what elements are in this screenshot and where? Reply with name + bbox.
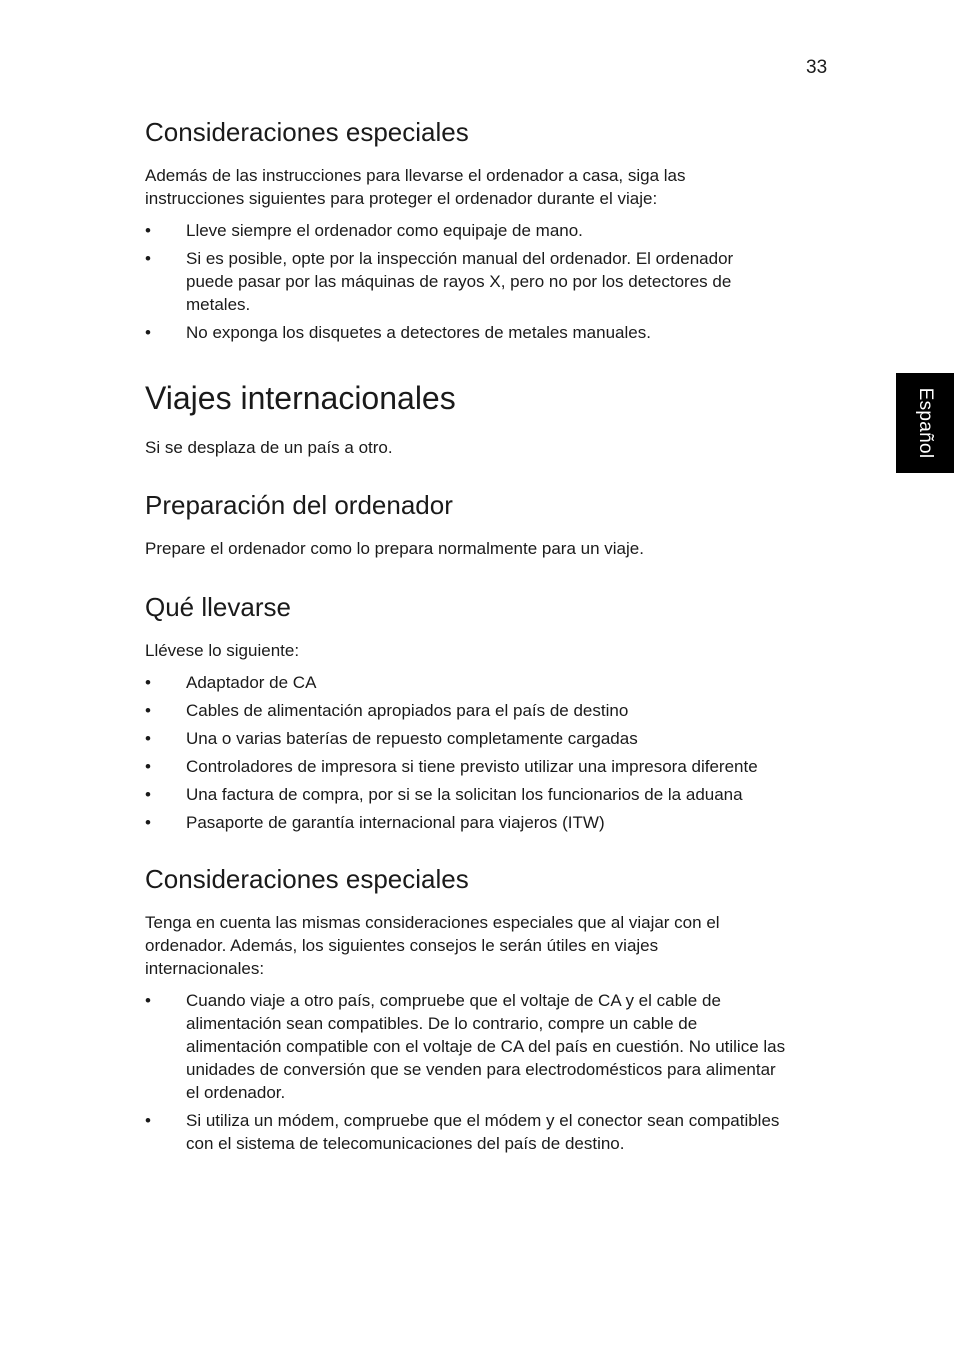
list-item-text: Controladores de impresora si tiene previsto utilizar una impresora diferente <box>186 757 758 776</box>
list-item <box>145 699 835 722</box>
list-item-text: Si es posible, opte por la inspección manual del ordenador. El ordenador <box>186 249 734 268</box>
bullet-icon: • <box>145 1111 151 1130</box>
intro-line: ordenador. Además, los siguientes consejos le serán útiles en viajes <box>145 936 659 955</box>
list-item <box>145 755 835 778</box>
computer-preparation-intro: Prepare el ordenador como lo prepara normalmente para un viaje. <box>145 539 644 558</box>
language-tab-label: Español <box>915 387 936 459</box>
bullet-icon: • <box>145 701 151 720</box>
bullet-icon: • <box>145 729 151 748</box>
intro-line: Tenga en cuenta las mismas consideraciones especiales que al viajar con el <box>145 913 720 932</box>
list-item <box>145 811 835 834</box>
list-item-text: con el sistema de telecomunicaciones del país de destino. <box>186 1134 625 1153</box>
special-considerations-international-list <box>145 989 835 1160</box>
special-considerations-list <box>145 219 835 349</box>
page-number: 33 <box>806 57 828 78</box>
bullet-icon: • <box>145 991 151 1010</box>
list-item <box>145 727 835 750</box>
list-item-text: alimentación sean compatibles. De lo contrario, compre un cable de <box>186 1014 698 1033</box>
list-item-text: Cables de alimentación apropiados para el país de destino <box>186 701 629 720</box>
special-considerations-intro <box>145 164 825 210</box>
list-item <box>145 783 835 806</box>
bullet-icon: • <box>145 673 151 692</box>
section-heading-computer-preparation: Preparación del ordenador <box>145 490 453 520</box>
list-item-text: Pasaporte de garantía internacional para viajeros (ITW) <box>186 813 605 832</box>
list-item <box>145 671 835 694</box>
list-item-text: Cuando viaje a otro país, compruebe que el voltaje de CA y el cable de <box>186 991 721 1010</box>
list-item-text: No exponga los disquetes a detectores de metales manuales. <box>186 323 651 342</box>
what-to-bring-intro: Llévese lo siguiente: <box>145 641 300 660</box>
list-item-text: alimentación compatible con el voltaje de CA del país en cuestión. No utilice las <box>186 1037 786 1056</box>
bullet-icon: • <box>145 249 151 268</box>
section-heading-special-considerations-international: Consideraciones especiales <box>145 864 469 894</box>
intro-line: internacionales: <box>145 959 265 978</box>
section-heading-international-travel: Viajes internacionales <box>145 380 456 416</box>
list-item-text: Lleve siempre el ordenador como equipaje de mano. <box>186 221 583 240</box>
list-item-text: puede pasar por las máquinas de rayos X, pero no por los detectores de <box>186 272 732 291</box>
list-item-text: metales. <box>186 295 251 314</box>
international-travel-intro: Si se desplaza de un país a otro. <box>145 438 393 457</box>
intro-line: Además de las instrucciones para llevarse el ordenador a casa, siga las <box>145 166 686 185</box>
language-tab <box>896 373 954 473</box>
section-heading-what-to-bring: Qué llevarse <box>145 592 291 622</box>
list-item-text: Una o varias baterías de repuesto completamente cargadas <box>186 729 638 748</box>
bullet-icon: • <box>145 757 151 776</box>
list-item-text: unidades de conversión que se venden para electrodomésticos para alimentar <box>186 1060 776 1079</box>
list-item <box>145 219 835 242</box>
list-item-text: el ordenador. <box>186 1083 286 1102</box>
bullet-icon: • <box>145 813 151 832</box>
what-to-bring-list <box>145 671 835 839</box>
list-item-text: Si utiliza un módem, compruebe que el módem y el conector sean compatibles <box>186 1111 780 1130</box>
list-item <box>145 1109 835 1155</box>
bullet-icon: • <box>145 221 151 240</box>
intro-line: instrucciones siguientes para proteger el ordenador durante el viaje: <box>145 189 658 208</box>
section-heading-special-considerations: Consideraciones especiales <box>145 117 469 147</box>
list-item-text: Adaptador de CA <box>186 673 317 692</box>
bullet-icon: • <box>145 323 151 342</box>
list-item <box>145 321 835 344</box>
bullet-icon: • <box>145 785 151 804</box>
list-item <box>145 247 835 316</box>
special-considerations-international-intro <box>145 911 825 980</box>
list-item <box>145 989 835 1104</box>
list-item-text: Una factura de compra, por si se la solicitan los funcionarios de la aduana <box>186 785 743 804</box>
